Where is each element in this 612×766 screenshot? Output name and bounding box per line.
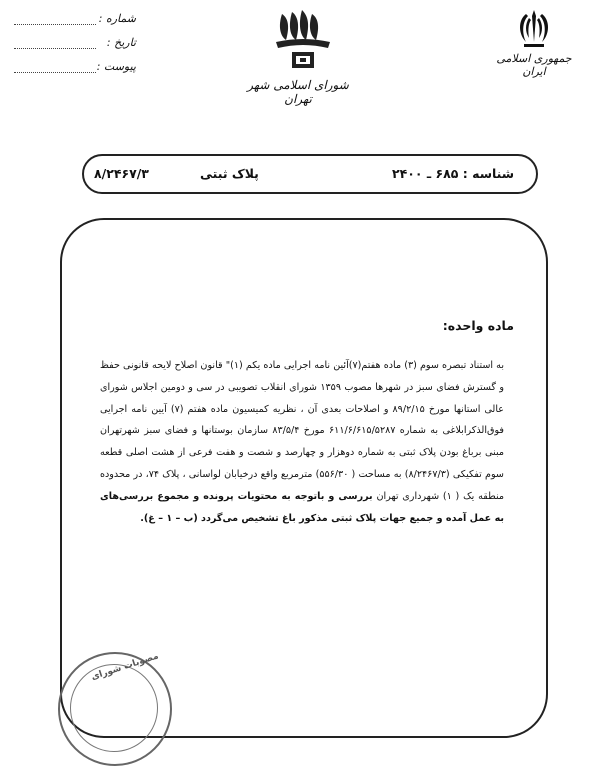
attachment-dots [14, 72, 96, 73]
republic-caption: جمهوری اسلامی ایران [496, 52, 572, 78]
reference-number [392, 166, 514, 181]
iran-emblem-icon [512, 6, 556, 50]
number-field [14, 12, 136, 28]
stamp-inner [70, 664, 158, 752]
council-caption: شورای اسلامی شهر تهران [247, 78, 349, 106]
article-text-bold: بررسی و باتوجه به محتویات پرونده و مجموع بررسی‌های به عمل آمده و جمیع جهات پلاک ثبتی مذکور باغ تشخیص می‌گردد (ب – ۱ – غ). [100, 490, 504, 524]
plate-value: ۸/۲۴۶۷/۳ [94, 166, 149, 181]
article-title: ماده واحده: [442, 318, 514, 333]
stamp-text: مصوبات شورای [90, 651, 160, 683]
article-text-regular: به استناد تبصره سوم (۳) ماده هفتم(۷)آئین نامه اجرایی ماده یکم (۱)" قانون اصلاح لایحه قانونی حفظ و گسترش فضای سبز در شهرها مصوب ۱۳۵۹ شورای انقلاب تصویبی در سی و دومین اجلاس شورای عالی استانها مورخ ۸۹/۲/۱۵ و اصلاحات بعدی آن ، نظریه کمیسیون ماده هفتم (۷) آیین نامه اجرایی فوق‌الذکرابلاغی به شماره ۶۱۱/۶/۶۱۵/۵۲۸۷ مورخ ۸۳/۵/۴ سازمان بوستانها و فضای سبز شهرتهران مبنی برباغ بودن پلاک ثبتی به شماره دوهزار و چهارصد و شصت و هفت فرعی از هشت اصلی قطعه سوم تفکیکی (۸/۲۴۶۷/۳) به مساحت ( ۵۵۶/۳۰) مترمربع واقع درخیابان لواسانی ، پلاک ۷۴، در محدوده منطقه یک ( ۱) شهرداری تهران [100, 360, 505, 502]
council-logo-icon [268, 6, 338, 76]
reference-number-label: شناسه : [462, 166, 515, 181]
article-body [100, 355, 504, 529]
attachment-label: پیوست : [96, 60, 136, 73]
plate-label: پلاک ثبتی [200, 166, 259, 181]
attachment-field [14, 60, 136, 76]
number-label: شماره : [98, 12, 136, 25]
date-field [14, 36, 136, 52]
date-label: تاریخ : [106, 36, 136, 49]
date-dots [14, 48, 96, 49]
reference-number-value: ۶۸۵ ـ ۲۴۰۰ [392, 166, 459, 181]
number-dots [14, 24, 96, 25]
